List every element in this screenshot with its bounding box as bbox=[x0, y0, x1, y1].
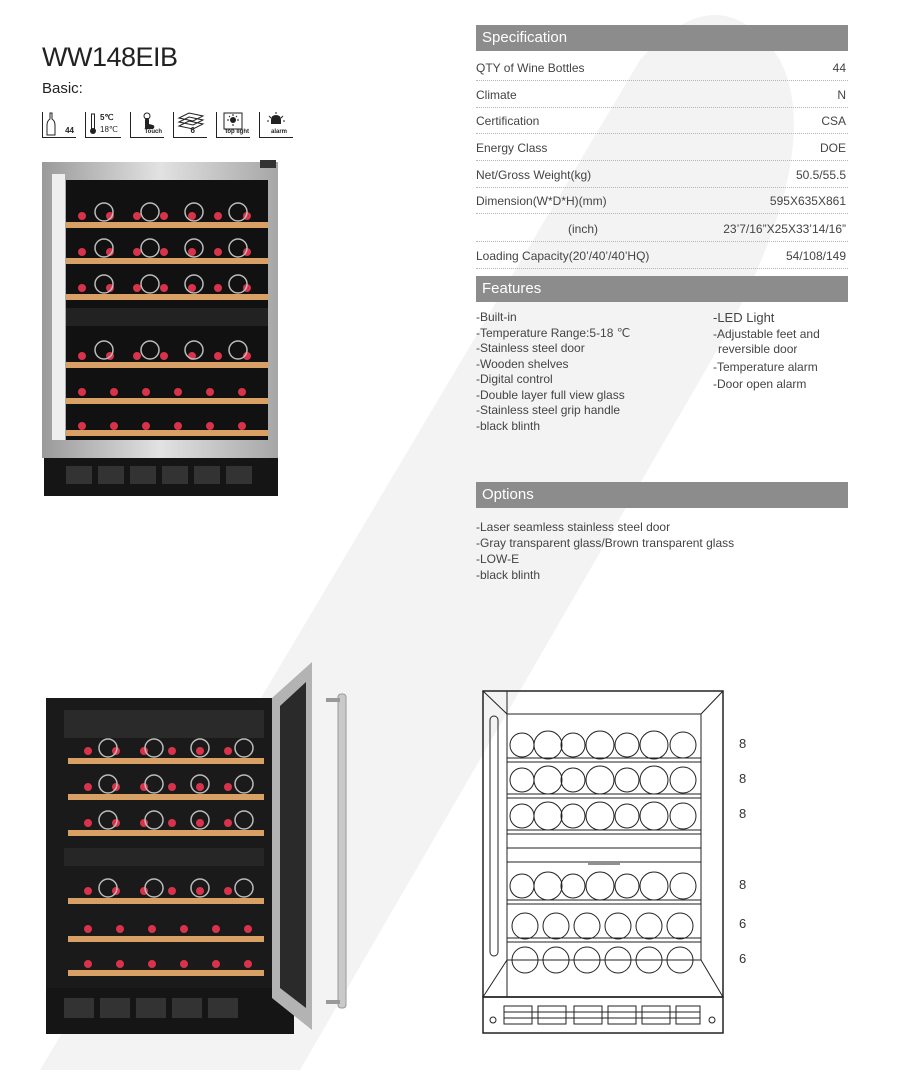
spec-key: QTY of Wine Bottles bbox=[476, 61, 585, 75]
spec-row bbox=[476, 249, 848, 269]
feature-item: -Stainless steel grip handle bbox=[476, 403, 621, 417]
spec-row bbox=[476, 194, 848, 214]
spec-value: DOE bbox=[819, 141, 846, 155]
shelf-qty-label: 8 bbox=[739, 806, 747, 821]
technical-drawing bbox=[480, 688, 726, 1038]
temp-bottom-text: 18℃ bbox=[100, 125, 118, 134]
feature-item: -Door open alarm bbox=[713, 377, 807, 391]
specification-header: Specification bbox=[476, 25, 848, 51]
basic-label: Basic: bbox=[42, 80, 83, 97]
product-photo-open-door bbox=[44, 658, 356, 1038]
features-left-list bbox=[476, 310, 706, 434]
option-item: -black blinth bbox=[476, 568, 541, 582]
spec-value: 23’7/16”X25X33’14/16” bbox=[723, 222, 846, 236]
temp-top-text: 5℃ bbox=[100, 113, 114, 122]
feature-item: -Temperature Range:5-18 ℃ bbox=[476, 325, 631, 340]
spec-row bbox=[476, 141, 848, 161]
shelf-qty-label: 6 bbox=[739, 951, 747, 966]
spec-row bbox=[476, 114, 848, 134]
touch-text: Touch bbox=[144, 129, 162, 135]
feature-item: -Digital control bbox=[476, 372, 553, 386]
spec-key: Energy Class bbox=[476, 141, 548, 155]
feature-item: reversible door bbox=[718, 342, 798, 356]
spec-value: 44 bbox=[832, 61, 846, 75]
feature-item: -Temperature alarm bbox=[713, 359, 818, 374]
feature-item: -Adjustable feet and bbox=[713, 326, 820, 341]
option-item: -Laser seamless stainless steel door bbox=[476, 520, 671, 534]
spec-key: Dimension(W*D*H)(mm) bbox=[476, 194, 607, 208]
top-light-text: top light bbox=[225, 129, 249, 135]
features-header: Features bbox=[476, 276, 848, 302]
spec-value: 595X635X861 bbox=[769, 194, 846, 208]
spec-key: Net/Gross Weight(kg) bbox=[476, 168, 592, 182]
spec-key: Certification bbox=[476, 114, 540, 128]
touch-icon bbox=[130, 112, 164, 138]
options-header: Options bbox=[476, 482, 848, 508]
spec-value: 54/108/149 bbox=[785, 249, 846, 263]
feature-item: -Built-in bbox=[476, 310, 517, 324]
shelf-qty-label: 8 bbox=[739, 771, 747, 786]
shelf-qty-label: 6 bbox=[739, 916, 747, 931]
feature-item: -black blinth bbox=[476, 418, 541, 433]
shelves-text: 6 bbox=[190, 126, 195, 135]
shelves-icon bbox=[173, 112, 207, 138]
bottle-icon bbox=[42, 112, 76, 138]
option-item: -LOW-E bbox=[476, 552, 520, 566]
spec-value: 50.5/55.5 bbox=[795, 168, 846, 182]
shelf-qty-label: 8 bbox=[739, 736, 747, 751]
options-list bbox=[476, 519, 848, 583]
spec-key: (inch) bbox=[568, 222, 599, 236]
spec-value: N bbox=[837, 88, 846, 102]
feature-item: -LED Light bbox=[713, 310, 775, 325]
spec-key: Climate bbox=[476, 88, 517, 102]
feature-item: -Stainless steel door bbox=[476, 341, 585, 355]
spec-row bbox=[476, 222, 848, 242]
shelf-qty-label: 8 bbox=[739, 877, 747, 892]
spec-row bbox=[476, 88, 848, 108]
feature-item: -Wooden shelves bbox=[476, 356, 569, 371]
top-light-icon bbox=[216, 112, 250, 138]
thermometer-icon bbox=[85, 112, 121, 138]
alarm-text: alarm bbox=[270, 129, 287, 135]
spec-value: CSA bbox=[821, 114, 846, 128]
features-right-list bbox=[713, 310, 848, 393]
option-item: -Gray transparent glass/Brown transparent glass bbox=[476, 536, 735, 550]
model-title: WW148EIB bbox=[42, 42, 178, 72]
feature-item: -Double layer full view glass bbox=[476, 387, 625, 402]
spec-row bbox=[476, 168, 848, 188]
alarm-icon bbox=[259, 112, 293, 138]
product-photo-front bbox=[42, 158, 280, 498]
spec-key: Loading Capacity(20’/40’/40’HQ) bbox=[476, 249, 650, 263]
feature-icons-row bbox=[42, 112, 293, 138]
bottle-capacity-text: 44 bbox=[65, 126, 74, 135]
spec-row bbox=[476, 61, 848, 81]
